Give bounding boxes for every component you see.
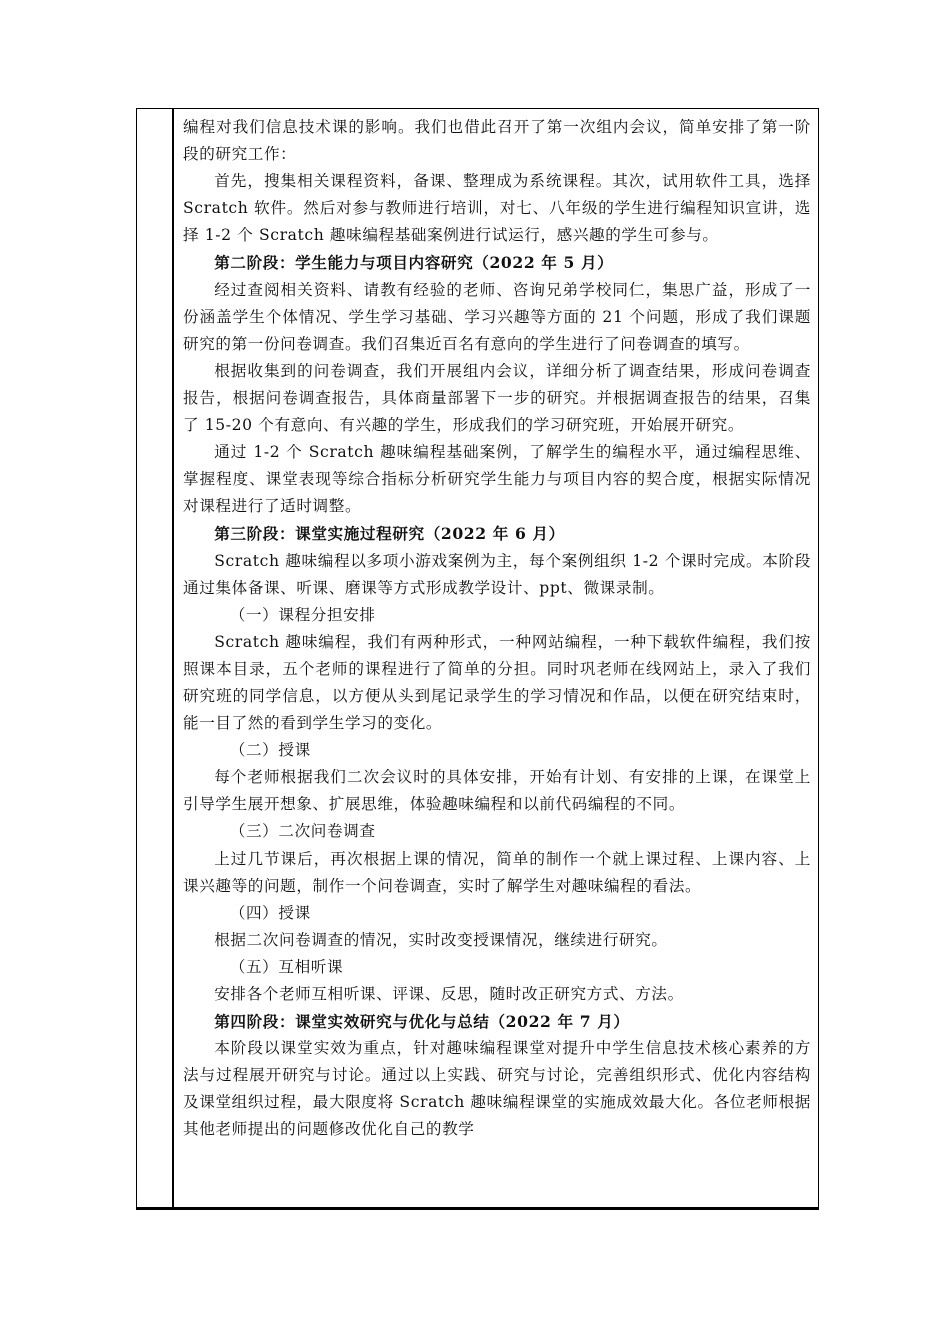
paragraph: 每个老师根据我们二次会议时的具体安排，开始有计划、有安排的上课，在课堂上引导学生展开想象、扩展思维，体验趣味编程和以前代码编程的不同。 [183, 768, 811, 814]
paragraph: 经过查阅相关资料、请教有经验的老师、咨询兄弟学校同仁，集思广益，形成了一份涵盖学生个体情况、学生学习基础、学习兴趣等方面的 21 个问题，形成了我们课题研究的第一份问卷调查。我们召集近百名有意向的学生进行了问卷调查的填写。 [183, 280, 811, 353]
paragraph: 首先，搜集相关课程资料，备课、整理成为系统课程。其次，试用软件工具，选择 Scratch 软件。然后对参与教师进行培训，对七、八年级的学生进行编程知识宣讲，选择 1-2 个 Scratch 趣味编程基础案例进行试运行，感兴趣的学生可参与。 [183, 172, 811, 245]
document-body [183, 114, 811, 1144]
paragraph: 上过几节课后，再次根据上课的情况，简单的制作一个就上课过程、上课内容、上课兴趣等的问题，制作一个问卷调查，实时了解学生对趣味编程的看法。 [183, 849, 811, 895]
section-heading: 第三阶段：课堂实施过程研究（2022 年 6 月） [214, 524, 565, 544]
table-column-divider [172, 108, 174, 1208]
paragraph: 根据收集到的问卷调查，我们开展组内会议，详细分析了调查结果，形成问卷调查报告，根据问卷调查报告，具体商量部署下一步的研究。并根据调查报告的结果，召集了 15-20 个有意向、有兴趣的学生，形成我们的学习研究班，开始展开研究。 [183, 361, 811, 435]
subsection-heading: （二）授课 [229, 741, 311, 760]
paragraph: Scratch 趣味编程，我们有两种形式，一种网站编程，一种下载软件编程，我们按照课本目录，五个老师的课程进行了简单的分担。同时巩老师在线网站上，录入了我们研究班的同学信息，以方便从头到尾记录学生的学习情况和作品，以便在研究结束时，能一目了然的看到学生学习的变化。 [183, 632, 811, 733]
subsection-heading: （三）二次问卷调查 [229, 822, 376, 841]
paragraph: 通过 1-2 个 Scratch 趣味编程基础案例，了解学生的编程水平，通过编程思维、掌握程度、课堂表现等综合指标分析研究学生能力与项目内容的契合度，根据实际情况对课程进行了适时调整。 [183, 443, 811, 516]
section-heading: 第四阶段：课堂实效研究与优化与总结（2022 年 7 月） [214, 1012, 630, 1032]
subsection-heading: （四）授课 [229, 903, 311, 922]
subsection-heading: （五）互相听课 [229, 957, 344, 976]
paragraph: 编程对我们信息技术课的影响。我们也借此召开了第一次组内会议，简单安排了第一阶段的研究工作： [183, 118, 811, 164]
subsection-heading: （一）课程分担安排 [229, 605, 376, 624]
paragraph: Scratch 趣味编程以多项小游戏案例为主，每个案例组织 1-2 个课时完成。本阶段通过集体备课、听课、磨课等方式形成教学设计、ppt、微课录制。 [183, 551, 811, 597]
paragraph: 安排各个老师互相听课、评课、反思，随时改正研究方式、方法。 [214, 985, 684, 1003]
section-heading: 第二阶段：学生能力与项目内容研究（2022 年 5 月） [214, 253, 614, 273]
paragraph: 本阶段以课堂实效为重点，针对趣味编程课堂对提升中学生信息技术核心素养的方法与过程展开研究与讨论。通过以上实践、研究与讨论，完善组织形式、优化内容结构及课堂组织过程，最大限度将 Scratch 趣味编程课堂的实施成效最大化。各位老师根据其他老师提出的问题修改优化自己的教学 [183, 1039, 811, 1139]
paragraph: 根据二次问卷调查的情况，实时改变授课情况，继续进行研究。 [214, 930, 668, 949]
